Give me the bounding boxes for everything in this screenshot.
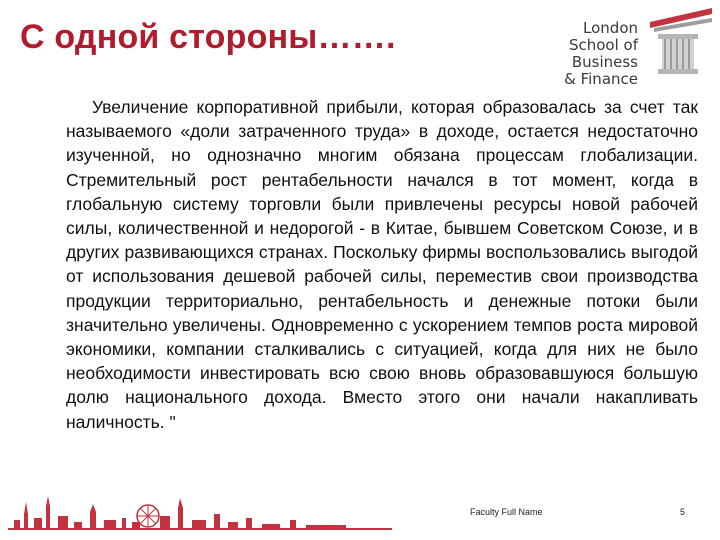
logo-wordmark [512,20,638,88]
page-number: 5 [680,507,686,517]
footer-faculty-name: Faculty Full Name [470,507,543,517]
body-paragraph: Увеличение корпоративной прибыли, которая образовалась за счет так называемого «доли затраченного труда» в доходе, остается недостаточно изученной, но однозначно многим обязана процессам глобализации. Стремительный рост рентабельности начался в тот момент, когда в глобальную систему торговли были привлечены ресурсы новой рабочей силы, количественной и недорогой - в Китае, бывшем Советском Союзе, и в других развивающихся странах. Поскольку фирмы воспользовались выгодой от использования дешевой рабочей силы, переместив свои производства продукции территориально, рентабельность и денежные потоки были значительно увеличены. Одновременно с ускорением темпов роста мировой экономики, компании сталкивались с ситуацией, когда для них не было необходимости инвестировать всю свою вновь образовавшуюся большую долю национального дохода. Вместо этого они начали накапливать наличность. " [66,97,698,432]
school-logo [500,8,712,88]
london-skyline-icon [0,492,400,540]
column-pillar-icon [646,8,712,76]
logo-line-2: School of Business [568,36,638,71]
slide-title: С одной стороны……. [20,18,396,56]
logo-line-3: & Finance [564,70,638,88]
logo-line-1: London [583,19,638,37]
